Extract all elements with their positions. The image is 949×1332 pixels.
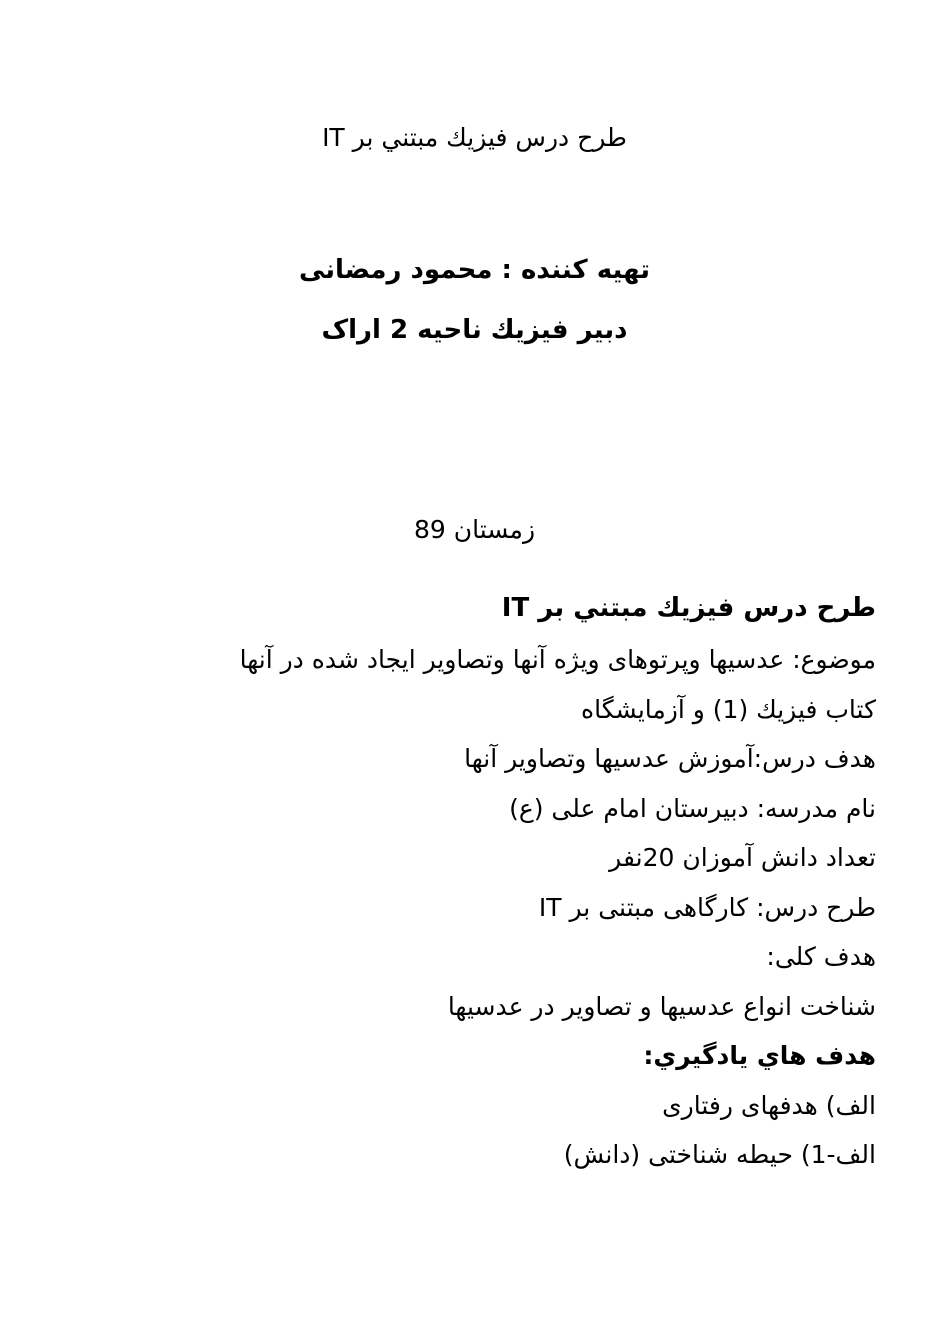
prepared-by-line: تهیه کننده : محمود رمضانی [298,255,651,285]
body-line-goal-detail: شناخت انواع عدسیها و تصاویر در عدسیها [447,991,876,1021]
body-line-subject: موضوع: عدسیها وپرتوهای ویژه آنها وتصاویر ایجاد شده در آنها [239,645,876,674]
body-line-student-count: تعداد دانش آموزان 20نفر [609,843,876,872]
document-title: طرح درس فيزيك مبتني بر IT [322,123,627,152]
body-text-block [73,635,876,1180]
body-line-school-name: نام مدرسه: دبیرستان امام علی (ع) [509,793,876,823]
date-line: زمستان 89 [413,515,536,544]
body-line-overall-goal: هدف کلی: [766,942,876,971]
body-line-plan-type: طرح درس: کارگاهی مبتنی بر IT [538,892,876,922]
section-heading: طرح درس فيزيك مبتني بر IT [501,593,876,623]
body-line-behavioral-goals: الف) هدفهای رفتاری [662,1090,876,1120]
body-line-learning-goals-heading: هدف هاي يادگيري: [643,1041,876,1070]
body-line-book: کتاب فیزیك (1) و آزمایشگاه [581,694,876,724]
body-line-cognitive-domain: الف-1) حیطه شناختی (دانش) [563,1140,876,1169]
body-line-lesson-goal: هدف درس:آموزش عدسیها وتصاویر آنها [464,744,876,773]
teacher-line: دبیر فیزیك ناحیه 2 اراک [321,315,628,345]
author-block [73,240,876,360]
